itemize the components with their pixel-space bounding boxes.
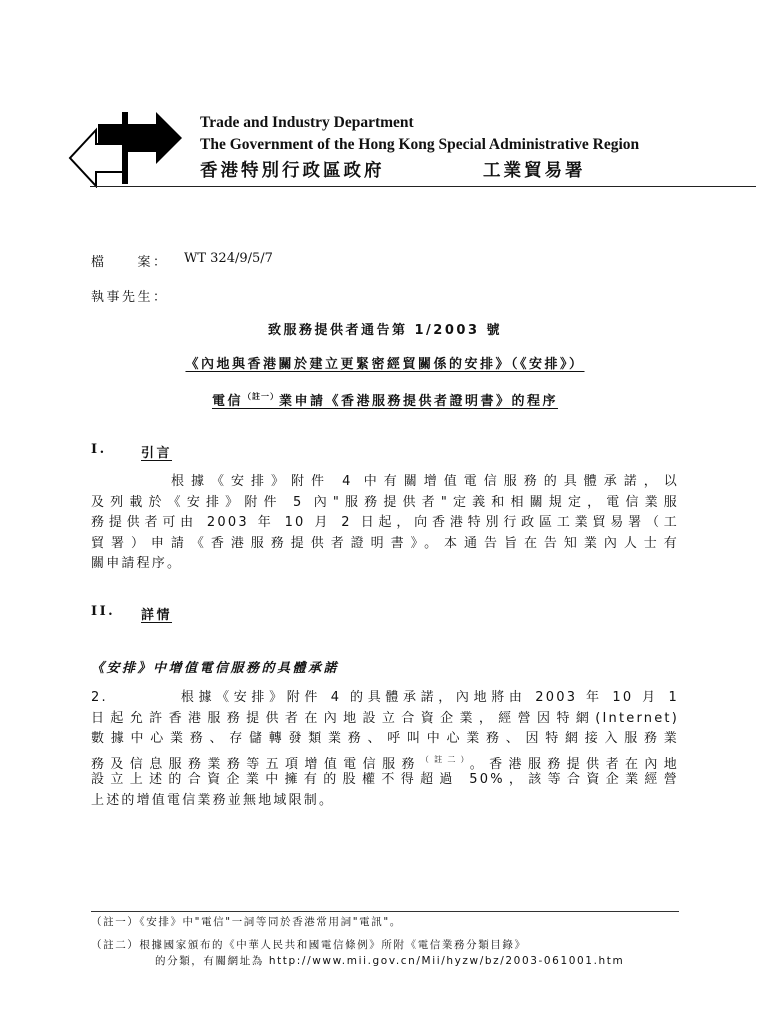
paragraph-line: 設立上述的合資企業中擁有的股權不得超過 50%，該等合資企業經營 — [91, 772, 679, 788]
department-name-en: Trade and Industry Department — [200, 114, 414, 131]
section-2-heading: 詳情 — [141, 608, 173, 623]
note-two-marker: （註二） — [420, 754, 470, 764]
line-pre: 務及信息服務業務等五項增值電信服務 — [91, 756, 421, 772]
file-ref-value: WT 324/9/5/7 — [184, 251, 273, 266]
government-name-en: The Government of the Hong Kong Special Administrative Region — [200, 136, 640, 153]
section-1-heading: 引言 — [141, 446, 173, 461]
footnote-divider — [91, 911, 679, 912]
section-2-number: II. — [91, 604, 116, 619]
section-2-paragraph — [91, 688, 679, 812]
paragraph-line: 務提供者可由 2003 年 10 月 2 日起，向香港特別行政區工業貿易署（工 — [91, 515, 679, 531]
paragraph-line: 2. 根據《安排》附件 4 的具體承諾，內地將由 2003 年 10 月 1 — [91, 690, 679, 705]
footnote-2-line-1: （註二）根據國家頒布的《中華人民共和國電信條例》所附《電信業務分類目錄》 — [91, 939, 527, 951]
footnote-1: （註一）《安排》中"電信"一詞等同於香港常用詞"電訊"。 — [91, 916, 402, 928]
paragraph-line: 上述的增值電信業務並無地域限制。 — [91, 792, 335, 808]
section-1-number: I. — [91, 442, 107, 457]
procedure-title — [0, 390, 770, 409]
header-divider — [90, 186, 756, 187]
paragraph-line: 根據《安排》附件 4 中有關增值電信服務的具體承諾，以 — [91, 474, 679, 489]
paragraph-line: 日起允許香港服務提供者在內地設立合資企業，經營因特網(Internet) — [91, 710, 679, 726]
file-ref-label: 檔 案： — [91, 255, 169, 270]
notice-title: 致服務提供者通告第 1/2003 號 — [267, 323, 503, 338]
procedure-title-pre: 電信 — [211, 394, 243, 409]
footnote-2-line-2: 的分類，有關網址為 http://www.mii.gov.cn/Mii/hyzw/bz/2003-061001.htm — [155, 955, 625, 967]
paragraph-line — [91, 750, 679, 771]
department-name-zh: 工業貿易署 — [483, 161, 586, 181]
paragraph-line: 貿署）申請《香港服務提供者證明書》。本通告旨在告知業內人士有 — [91, 535, 679, 551]
government-name-zh: 香港特別行政區政府 — [200, 161, 385, 181]
tid-logo-icon — [66, 108, 184, 188]
note-one-marker: （註一） — [243, 392, 279, 401]
salutation: 執事先生： — [91, 290, 169, 305]
paragraph-line: 數據中心業務、存儲轉發類業務、呼叫中心業務、因特網接入服務業 — [91, 731, 679, 747]
procedure-title-post: 業申請《香港服務提供者證明書》的程序 — [279, 394, 559, 409]
paragraph-line: 及列載於《安排》附件 5 內"服務提供者"定義和相關規定，電信業服 — [91, 494, 679, 510]
section-2-subheading: 《安排》中增值電信服務的具體承諾 — [91, 661, 340, 676]
cepa-title: 《內地與香港關於建立更緊密經貿關係的安排》（《安排》） — [185, 357, 585, 372]
paragraph-line: 關申請程序。 — [91, 556, 183, 572]
section-1-paragraph — [91, 472, 679, 575]
line-post: 。香港服務提供者在內地 — [469, 756, 679, 772]
